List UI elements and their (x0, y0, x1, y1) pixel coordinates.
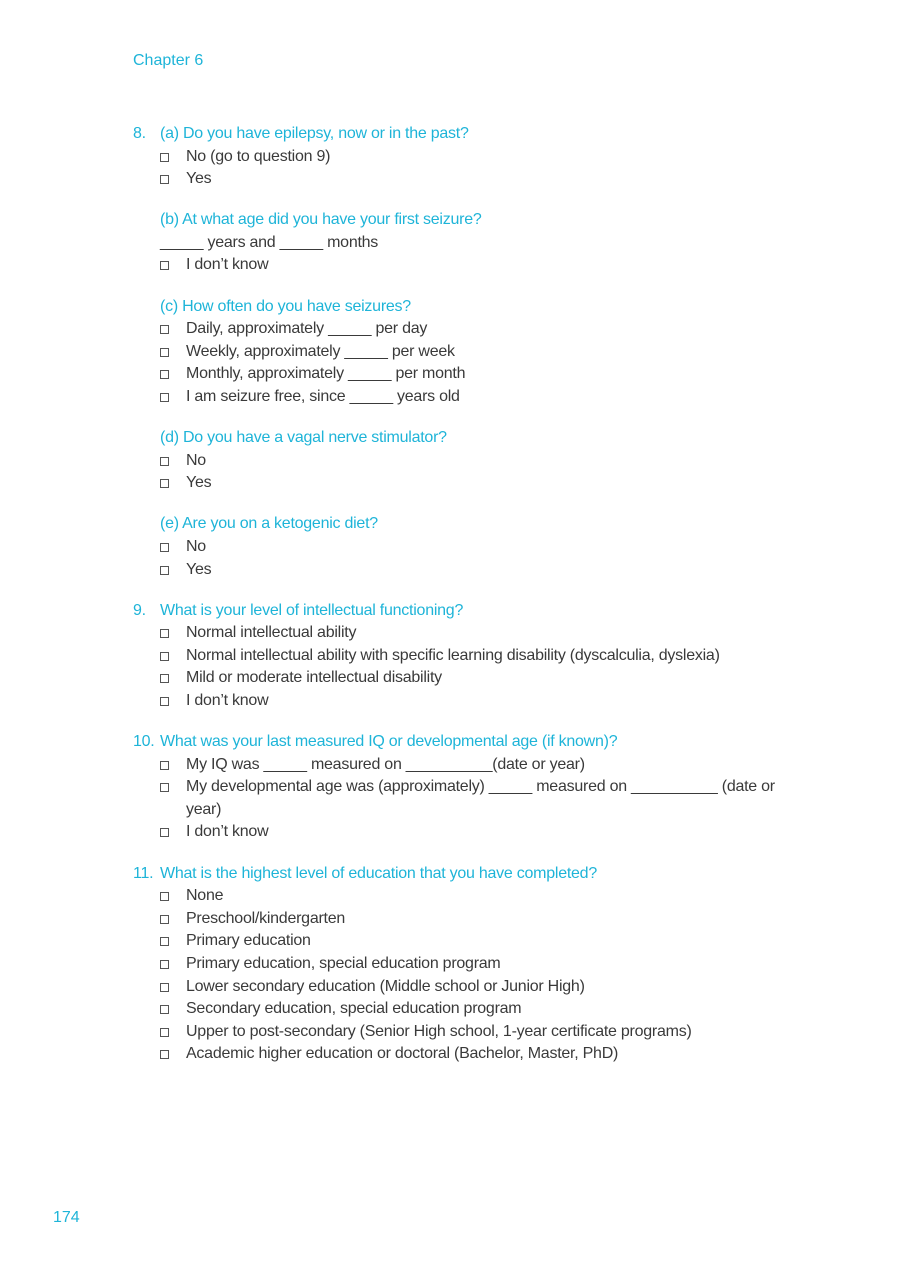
checkbox-icon[interactable] (160, 479, 169, 488)
option-label: I don’t know (186, 256, 269, 274)
question-11 (133, 863, 793, 1066)
question-part (133, 863, 793, 1066)
checkbox-icon[interactable] (160, 566, 169, 575)
checkbox-option[interactable] (133, 930, 793, 953)
checkbox-icon[interactable] (160, 983, 169, 992)
checkbox-icon[interactable] (160, 915, 169, 924)
option-label: Monthly, approximately _____ per month (186, 365, 466, 383)
option-label: I am seizure free, since _____ years old (186, 387, 460, 405)
question-part (133, 123, 793, 191)
option-label: Academic higher education or doctoral (Bachelor, Master, PhD) (186, 1045, 619, 1063)
checkbox-option[interactable] (133, 976, 793, 999)
option-label: Secondary education, special education program (186, 1000, 522, 1018)
checkbox-icon[interactable] (160, 828, 169, 837)
question-label: (b) At what age did you have your first seizure? (160, 211, 482, 229)
checkbox-option[interactable] (133, 386, 793, 409)
checkbox-icon[interactable] (160, 393, 169, 402)
checkbox-option[interactable] (133, 998, 793, 1021)
question-text (133, 209, 793, 232)
checkbox-icon[interactable] (160, 1028, 169, 1037)
checkbox-icon[interactable] (160, 1005, 169, 1014)
checkbox-option[interactable] (133, 363, 793, 386)
question-part (133, 600, 793, 713)
checkbox-option[interactable] (133, 690, 793, 713)
checkbox-option[interactable] (133, 821, 793, 844)
question-part (133, 427, 793, 495)
checkbox-option[interactable] (133, 885, 793, 908)
checkbox-icon[interactable] (160, 652, 169, 661)
option-label: I don’t know (186, 823, 269, 841)
page-number: 174 (53, 1209, 80, 1226)
checkbox-option[interactable] (133, 254, 793, 277)
option-label: Mild or moderate intellectual disability (186, 669, 442, 687)
option-label: No (go to question 9) (186, 147, 331, 165)
checkbox-icon[interactable] (160, 261, 169, 270)
question-text (133, 863, 793, 886)
checkbox-icon[interactable] (160, 629, 169, 638)
checkbox-option[interactable] (133, 953, 793, 976)
option-label: My IQ was _____ measured on __________(date or year) (186, 755, 585, 773)
question-label: (d) Do you have a vagal nerve stimulator? (160, 429, 447, 447)
questionnaire (133, 123, 793, 1084)
option-label: Weekly, approximately _____ per week (186, 342, 455, 360)
question-9 (133, 600, 793, 713)
option-label: Primary education (186, 932, 311, 950)
question-text (133, 513, 793, 536)
checkbox-icon[interactable] (160, 1050, 169, 1059)
question-number: 11. (133, 864, 154, 882)
checkbox-icon[interactable] (160, 937, 169, 946)
question-number: 10. (133, 733, 155, 751)
checkbox-option[interactable] (133, 341, 793, 364)
option-label: Lower secondary education (Middle school or Junior High) (186, 977, 585, 995)
checkbox-option[interactable] (133, 754, 793, 777)
checkbox-option[interactable] (133, 146, 793, 169)
checkbox-option[interactable] (133, 559, 793, 582)
option-label: Upper to post-secondary (Senior High school, 1-year certificate programs) (186, 1022, 692, 1040)
checkbox-icon[interactable] (160, 457, 169, 466)
question-label: What is your level of intellectual functioning? (160, 601, 464, 619)
checkbox-option[interactable] (133, 908, 793, 931)
question-label: What was your last measured IQ or developmental age (if known)? (160, 733, 618, 751)
chapter-heading: Chapter 6 (133, 52, 204, 69)
checkbox-option[interactable] (133, 1043, 793, 1066)
option-label: Yes (186, 474, 212, 492)
option-label: No (186, 537, 206, 555)
checkbox-option[interactable] (133, 318, 793, 341)
checkbox-option[interactable] (133, 776, 793, 821)
question-number: 9. (133, 601, 146, 619)
option-label: None (186, 887, 224, 905)
option-label: No (186, 451, 206, 469)
checkbox-icon[interactable] (160, 175, 169, 184)
question-label: (a) Do you have epilepsy, now or in the past? (160, 125, 469, 142)
question-8 (133, 123, 793, 581)
checkbox-icon[interactable] (160, 674, 169, 683)
question-text (133, 296, 793, 319)
question-label: What is the highest level of education that you have completed? (160, 864, 597, 882)
fill-in-line[interactable]: _____ years and _____ months (160, 233, 379, 251)
question-label: (c) How often do you have seizures? (160, 297, 411, 315)
checkbox-icon[interactable] (160, 960, 169, 969)
option-label: Primary education, special education program (186, 954, 501, 972)
checkbox-icon[interactable] (160, 543, 169, 552)
checkbox-icon[interactable] (160, 348, 169, 357)
checkbox-icon[interactable] (160, 325, 169, 334)
option-label: Yes (186, 170, 212, 188)
question-label: (e) Are you on a ketogenic diet? (160, 515, 378, 533)
checkbox-icon[interactable] (160, 761, 169, 770)
option-label: My developmental age was (approximately) _____ measured on __________ (date or year) (186, 778, 775, 818)
checkbox-icon[interactable] (160, 153, 169, 162)
checkbox-option[interactable] (133, 622, 793, 645)
option-label: Normal intellectual ability with specific learning disability (dyscalculia, dyslexia) (186, 646, 720, 664)
checkbox-option[interactable] (133, 472, 793, 495)
option-label: Daily, approximately _____ per day (186, 320, 428, 338)
option-label: Preschool/kindergarten (186, 909, 346, 927)
option-label: Normal intellectual ability (186, 624, 357, 642)
checkbox-option[interactable] (133, 645, 793, 668)
checkbox-icon[interactable] (160, 783, 169, 792)
question-10 (133, 731, 793, 844)
checkbox-option[interactable] (133, 536, 793, 559)
checkbox-option[interactable] (133, 667, 793, 690)
question-part (133, 731, 793, 844)
checkbox-icon[interactable] (160, 370, 169, 379)
question-number: 8. (133, 125, 146, 142)
question-part (133, 513, 793, 581)
checkbox-icon[interactable] (160, 697, 169, 706)
option-label: I don’t know (186, 691, 269, 709)
checkbox-option[interactable] (133, 450, 793, 473)
question-text (133, 731, 793, 754)
checkbox-icon[interactable] (160, 892, 169, 901)
question-part (133, 296, 793, 409)
question-text (133, 600, 793, 623)
question-text (133, 123, 793, 146)
option-label: Yes (186, 560, 212, 578)
checkbox-option[interactable] (133, 168, 793, 191)
question-part (133, 209, 793, 277)
checkbox-option[interactable] (133, 1021, 793, 1044)
question-text (133, 427, 793, 450)
